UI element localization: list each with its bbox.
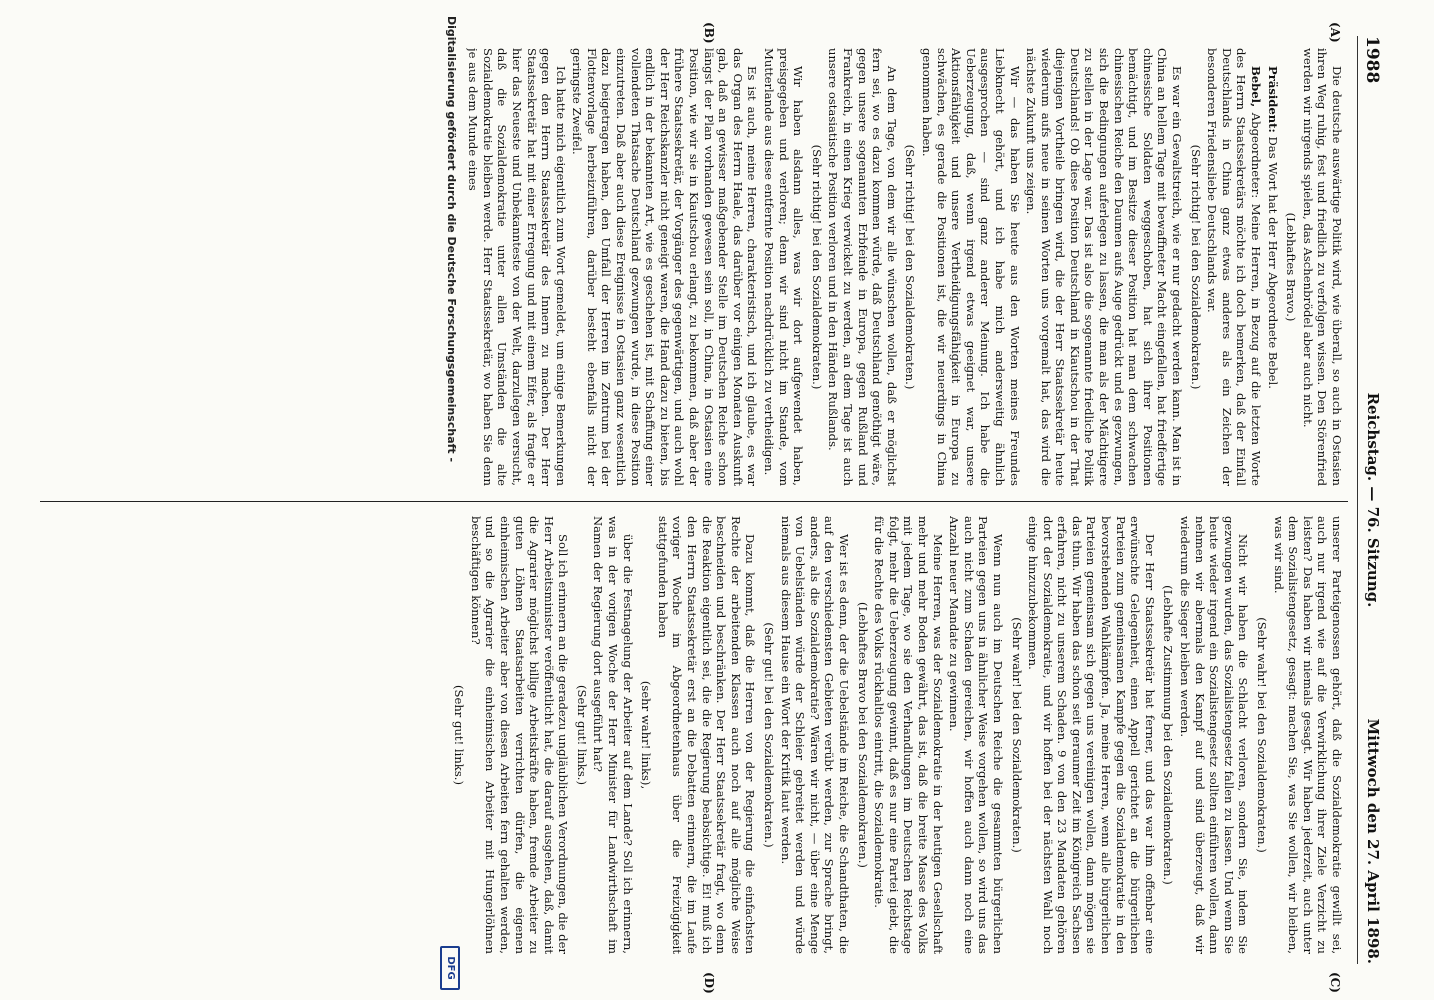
- margin-marker-d: (D): [702, 972, 716, 994]
- paragraph: Soll ich erinnern an die geradezu ungläublichen Verordnungen, die der Herr Arbeitsminister veröffentlicht hat, die darauf ausgehen, daß, damit die Agrarier möglichst billige Arbeitskräfte haben, fremde Arbeiter zu guten Löhnen Staatsarbeiten verrichten dürfen, die eigenen einheimischen Arbeiter aber von diesen Arbeiten fern gehalten werden, und so die Agrarier die einheimischen Arbeiter mit Hungerlöhnen beschäftigen können?: [468, 516, 571, 954]
- speaker-label: Präsident:: [1265, 66, 1280, 133]
- reaction: (Sehr richtig! bei den Sozialdemokraten.): [809, 144, 824, 390]
- paragraph: Die deutsche auswärtige Politik wird, wie überall, so auch in Ostasien ihren Weg ruhig, fest und friedlich zu verfolgen wissen. Den Störenfried werden wir nirgends spielen, das Aschenbrödel aber auch nicht.: [1300, 48, 1344, 486]
- margin-marker-a: (A): [1328, 22, 1342, 43]
- speech-text: Abgeordneter: Meine Herren, in Bezug auf die letzten Worte des Herrn Staatssekretärs möchte ich doch bemerken, daß der Einfall Deutschlands in China ganz etwas anderes als ein Zeichen der besonderen Friedensliebe Deutschlands war.: [1205, 48, 1264, 486]
- paragraph: An dem Tage, von dem wir alle wünschen wollen, daß er möglichst fern sei, wo es dazu kommen würde, daß Deutschland genöthigt wäre, gegen unsere sogenannten Erbfeinde in Europa, gegen Rußland und Frankreich, in einen Krieg verwickelt zu werden, an dem Tage ist auch unsere ostasiatische Position verloren und in den Händen Rußlands.: [826, 48, 899, 486]
- reaction: (Lebhaftes Bravo bei den Sozialdemokraten.): [855, 602, 870, 868]
- paragraph: Wenn nun auch im Deutschen Reiche die gesammten bürgerlichen Parteien gegen uns in ähnlicher Weise vorgehen wollen, so wird uns das auch nicht zum Schaden gereichen, wir hoffen auch dann noch eine Anzahl neuer Mandate zu gewinnen.: [947, 516, 1005, 954]
- dfg-logo: DFG: [440, 946, 460, 990]
- paragraph: Dazu kommt, daß die Herren von der Regierung die einfachsten Rechte der arbeitenden Klassen auch noch auf alle mögliche Weise beschneiden und beschränken. Der Herr Staatssekretär fragt, wo denn die Reaktion eigentlich sei, die die Regierung beabsichtige. Ei! muß ich den Herrn Staatssekretär erst an die Debatten erinnern, die im Laufe voriger Woche im Abgeordnetenhaus über die Freizügigkeit stattgefunden haben: [655, 516, 758, 954]
- paragraph: Es ist auch, meine Herren, charakteristisch, und ich glaube, es war das Organ des Herrn Haale, das darüber vor einigen Monaten Auskunft gab, daß an gewisser maßgebender Stelle im Deutschen Reiche schon längst der Plan vorhanden gewesen sein soll, in China, in Ostasien eine Position, wie wir sie in Kiautschou erlangt, zu bekommen, daß aber der frühere Staatssekretär, der Vorgänger des gegenwärtigen, und auch wohl der Herr Reichskanzler nicht geneigt waren, die Hand dazu zu bieten, bis endlich in der bekannten Art, wie es geschehen ist, mit Schaffung einer vollendeten Thatsache Deutschland gezwungen wurde, in diese Position einzutreten. Daß aber auch diese Ereignisse in Ostasien ganz wesentlich dazu beigetragen haben, den Umfall der Herren im Zentrum bei der Flottenvorlage herbeizuführen, darüber besteht ebenfalls nicht der geringste Zweifel.: [570, 48, 760, 486]
- reaction: (Sehr gut! links.): [452, 685, 467, 785]
- paragraph: unserer Parteigenossen gehört, daß die Sozialdemokratie gewillt sei, auch nur irgend wie auf die Verwirklichung ihrer Ziele Verzicht zu leisten? Das haben wir niemals gesagt. Wir haben jederzeit, auch unter dem Sozialistengesetz, gesagt: machen Sie, was Sie wollen, wir bleiben, was wir sind.: [1271, 516, 1344, 954]
- paragraph: über die Festnagelung der Arbeiter auf dem Lande? Soll ich erinnern, was in der vorigen Woche der Herr Minister für Landwirthschaft im Namen der Regierung dort ausgeführt hat?: [591, 516, 635, 954]
- reaction: (Lebhaftes Bravo.): [1284, 212, 1299, 322]
- margin-marker-c: (C): [1328, 972, 1342, 993]
- paragraph: Meine Herren, was der Sozialdemokratie in der heutigen Gesellschaft mehr und mehr Boden gewährt, das ist, daß die breite Masse des Volks mit jedem Tage, wo sie den Verhandlungen im Deutschen Reichstage folgt, mehr die Ueberzeugung gewinnt, daß es nur eine Partei giebt, die für die Rechte des Volks rückhaltlos eintritt, die Sozialdemokratie.: [872, 516, 945, 954]
- header-date: Mittwoch den 27. April 1898.: [1364, 718, 1382, 964]
- digitization-footer: [428, 0, 468, 1000]
- speaker-label: Bebel,: [1249, 66, 1264, 108]
- reaction: (Sehr gut! bei den Sozialdemokraten.): [762, 622, 777, 848]
- digitization-attribution: Digitalisierung gefördert durch die Deutsche Forschungsgemeinschaft -: [445, 16, 458, 463]
- reaction: (Sehr wahr! bei den Sozialdemokraten.): [1255, 617, 1270, 853]
- paragraph: [1205, 48, 1263, 486]
- header-title: Reichstag. — 76. Sitzung.: [1364, 392, 1382, 608]
- reaction: (Sehr richtig! bei den Sozialdemokraten.): [903, 144, 918, 390]
- page-number: 1988: [1362, 36, 1382, 84]
- paragraph: Wer ist es denn, der die Uebelstände im Reiche, die Schandthaten, die auf den verschiedensten Gebieten verübt werden, zur Sprache bringt, anders, als die Sozialdemokratie? Wären wir nicht, — über eine Menge von Uebelständen würde der Schleier gebreitet werden und würde niemals aus diesem Hause ein Wort der Kritik laut werden.: [778, 516, 851, 954]
- reaction: (Sehr gut! links.): [574, 685, 589, 785]
- reaction: (Sehr richtig! bei den Sozialdemokraten.): [1188, 144, 1203, 390]
- page-header: [1357, 36, 1384, 964]
- paragraph: Wir — das haben Sie heute aus den Worten meines Freundes Liebknecht gehört, und ich habe mich andersweitig ähnlich ausgesprochen — sind ganz anderer Meinung. Ich habe die Ueberzeugung, daß, wenn irgend etwas geeignet war, unsere Aktionsfähigkeit und unsere Vertheidigungsfähigkeit in Europa zu schwächen, es gerade die Positionen ist, die wir neuerdings in China genommen haben.: [919, 48, 1022, 486]
- paragraph: Wir haben alsdann alles, was wir dort aufgewendet haben, preisgegeben und verloren; denn wir sind nicht im Stande, vom Mutterlande aus diese entfernte Position nachdrücklich zu vertheidigen.: [762, 48, 806, 486]
- margin-marker-b: (B): [702, 22, 716, 44]
- reaction: (sehr wahr! links),: [639, 680, 654, 790]
- paragraph: Ich hatte mich eigentlich zum Wort gemeldet, um einige Bemerkungen gegen den Herrn Staatssekretär des Innern zu machen. Der Herr Staatssekretär hat mit einer Erregung und mit einem Eifer, als fragte er hier das Neueste und Unbekannteste von der Welt, darzulegen versucht, daß die Sozialdemokratie unter allen Umständen die alte Sozialdemokratie bleiben werde. Herr Staatssekretär, wo haben Sie denn je aus dem Munde eines: [466, 48, 568, 486]
- reaction: (Lebhafte Zustimmung bei den Sozialdemokraten.): [1161, 585, 1176, 885]
- paragraph: [1265, 48, 1280, 486]
- column-divider: [40, 501, 1348, 502]
- paragraph: Es war ein Gewaltstreich, wie er nur gedacht werden kann. Man ist in China an hellem Tage mit bewaffneter Macht eingefallen, hat friedfertige chinesische Soldaten weggeschoben, hat sich ihrer Positionen bemächtigt, und im Besitze dieser Position hat man dem schwachen chinesischen Reiche den Daumen aufs Auge gedrückt und es gezwungen, sich die Bedingungen auferlegen zu lassen, die man als der Mächtigere zu stellen in der Lage war. Das ist also die sogenannte friedliche Politik Deutschlands! Ob diese Position Deutschland in Kiautschou in der That diejenigen Vortheile bringen wird, die der Herr Staatssekretär heute wiederum aufs neue in seinen Worten uns vorgemalt hat, das wird die nächste Zukunft uns zeigen.: [1024, 48, 1185, 486]
- paragraph: Nicht wir haben die Schlacht verloren, sondern Sie, indem Sie gezwungen wurden, das Sozialistengesetz fallen zu lassen. Und wenn Sie heute wieder irgend ein Sozialistengesetz sollten einführen wollen, dann nehmen wir abermals den Kampf auf und sind überzeugt, daß wir wiederum die Sieger bleiben werden.: [1178, 516, 1251, 954]
- reaction: (Sehr wahr! bei den Sozialdemokraten.): [1009, 617, 1024, 853]
- speech-text: Das Wort hat der Herr Abgeordnete Bebel.: [1265, 136, 1280, 389]
- paragraph: Der Herr Staatssekretär hat ferner, und das war ihm offenbar eine erwünschte Gelegenheit, einen Appell gerichtet an die bürgerlichen Parteien zum gemeinsamen Kampfe gegen die Sozialdemokratie in den bevorstehenden Wahlkämpfen. Ja, meine Herren, wenn alle bürgerlichen Parteien gemeinsam sich gegen uns vereinigen wollen, dann mögen sie das thun. Wir haben das schon seit geraumer Zeit im Königreich Sachsen erfahren, nicht zu unserem Schaden. 9 von den 23 Mandaten gehören dort der Sozialdemokratie, und wir hoffen bei der nächsten Wahl noch einige hinzuzubekommen.: [1026, 516, 1157, 954]
- right-column: [40, 516, 1344, 954]
- left-column: [40, 48, 1344, 486]
